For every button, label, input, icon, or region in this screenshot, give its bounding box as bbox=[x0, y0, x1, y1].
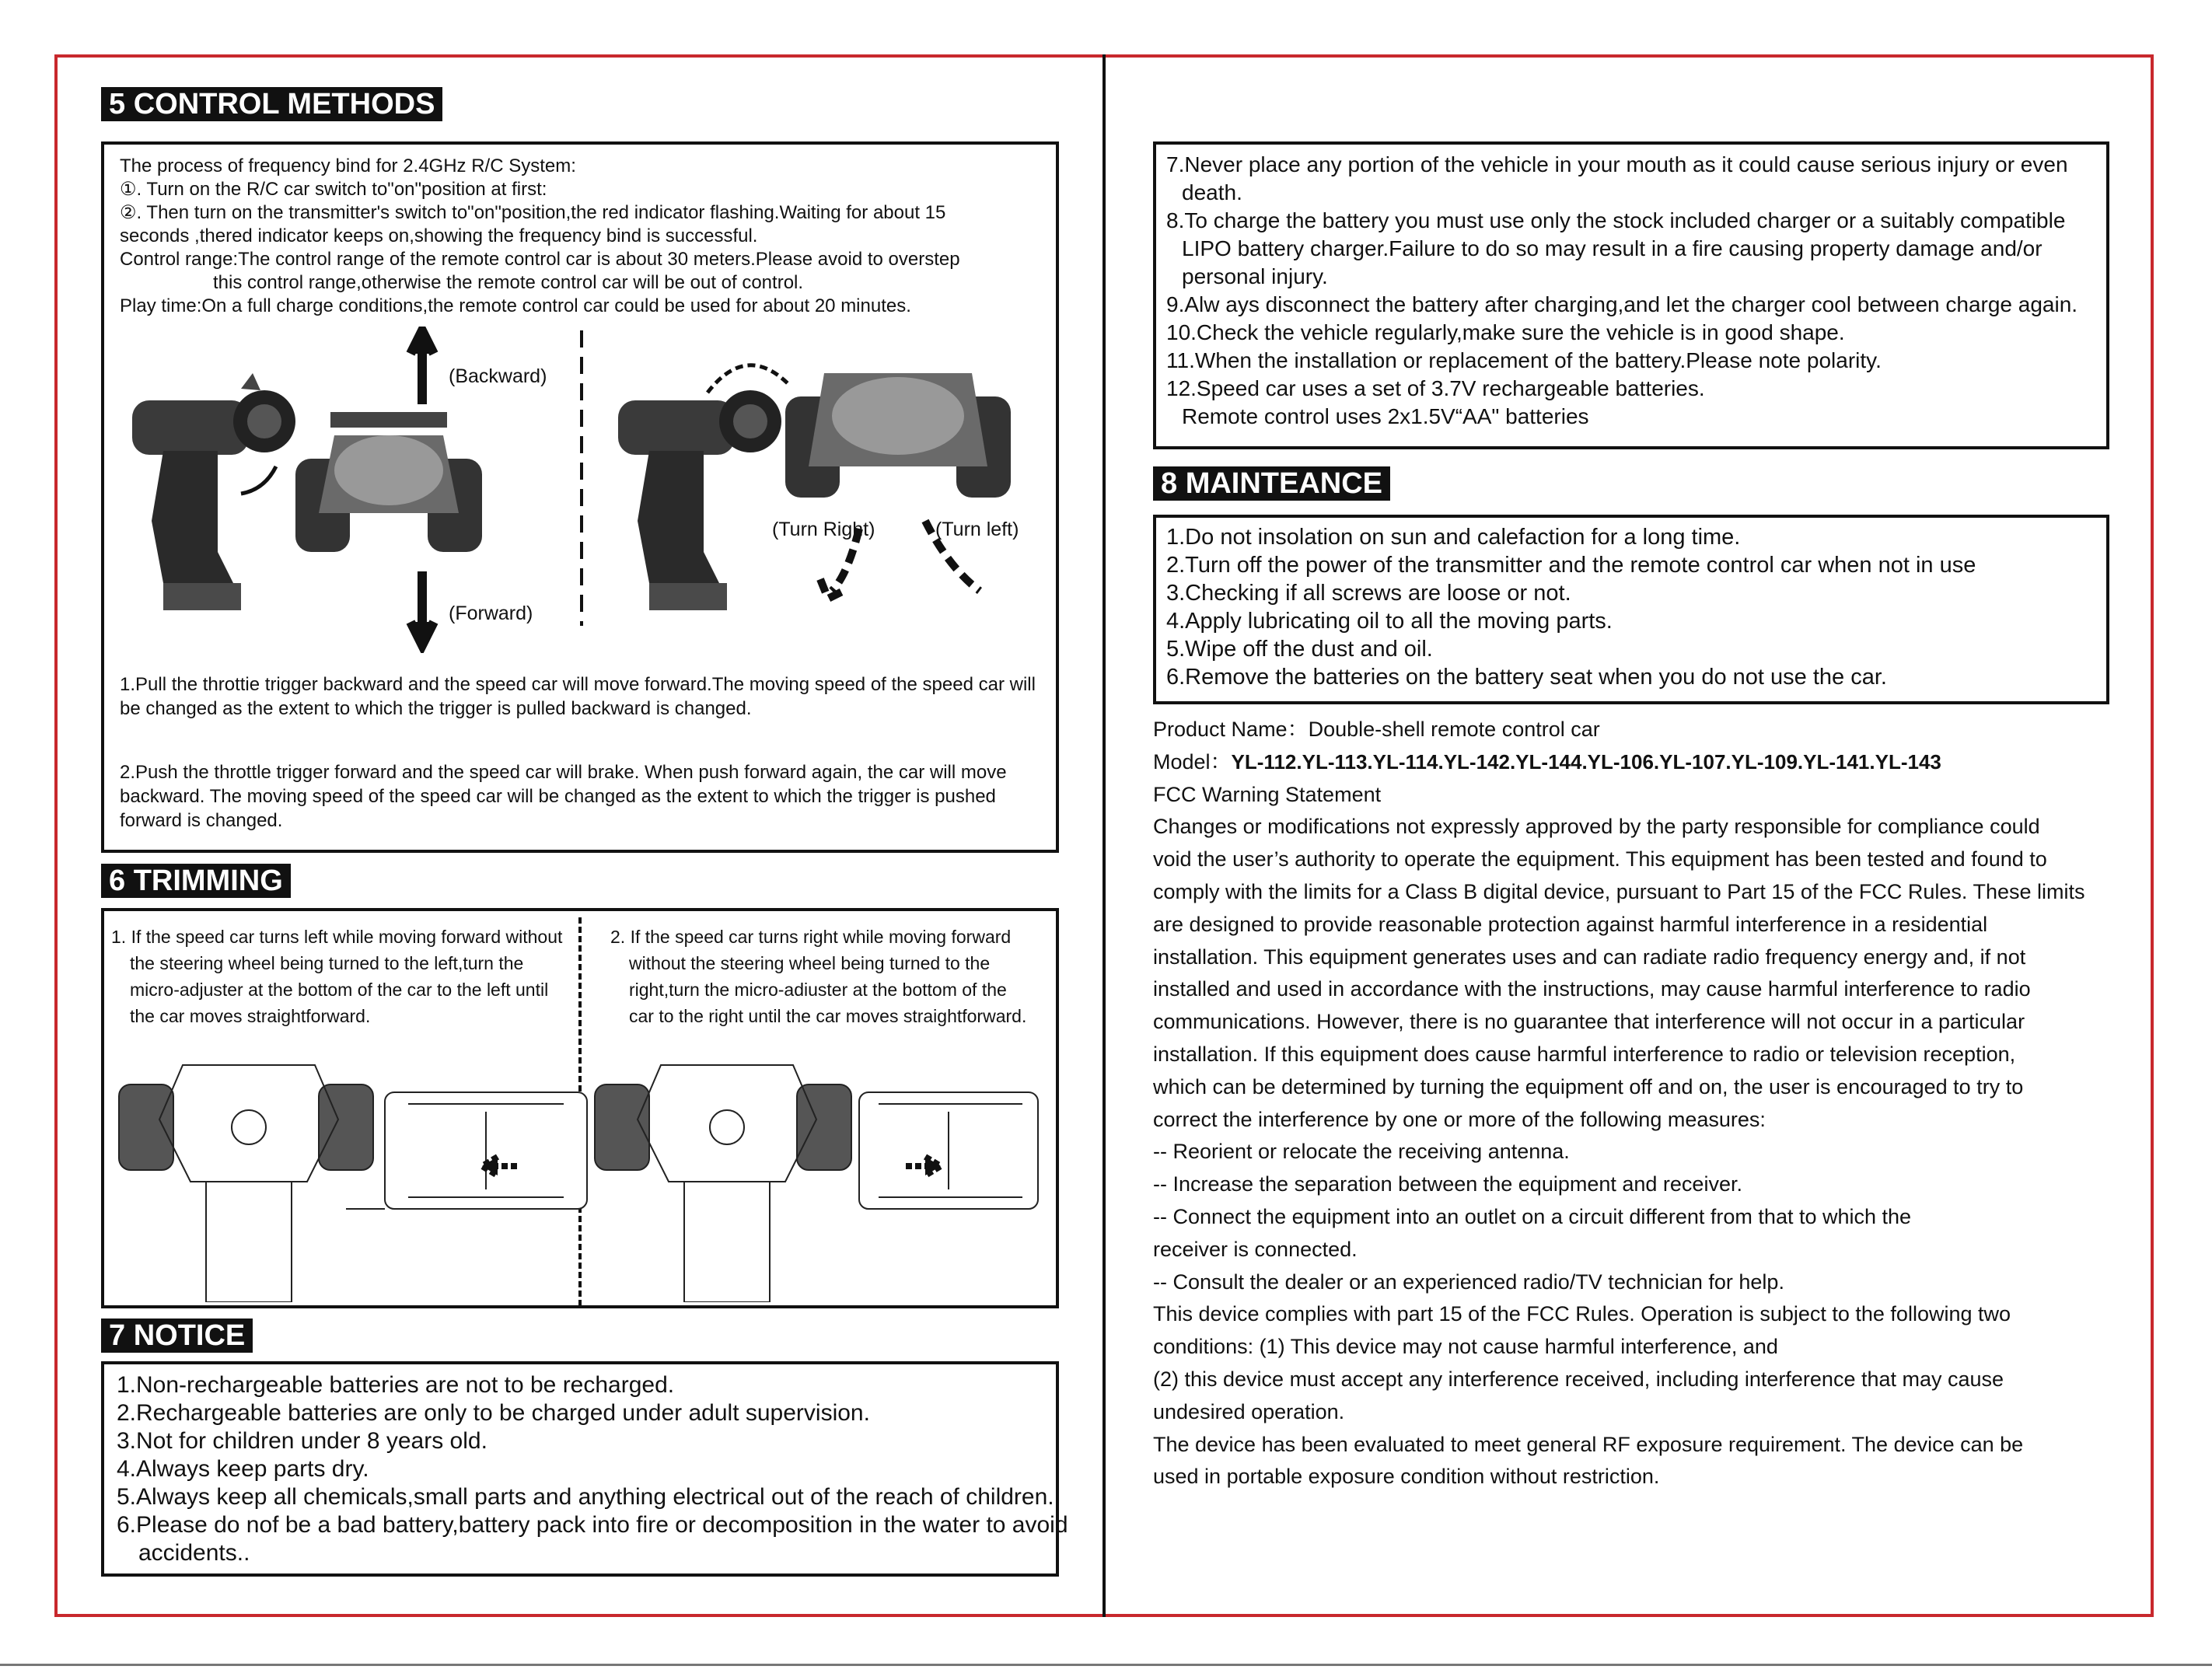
section6-heading: 6 TRIMMING bbox=[101, 864, 291, 898]
forward-label: (Forward) bbox=[449, 602, 533, 624]
fcc-line: used in portable exposure condition without restriction. bbox=[1153, 1465, 1660, 1489]
trimming-illustration bbox=[113, 1057, 1046, 1302]
trim-left-text bbox=[111, 924, 562, 1029]
notice-item: 2.Rechargeable batteries are only to be charged under adult supervision. bbox=[117, 1400, 870, 1426]
trim-right-line: without the steering wheel being turned to the bbox=[629, 953, 991, 973]
car-illustration-front bbox=[295, 412, 482, 552]
notice-item: 4.Always keep parts dry. bbox=[117, 1456, 369, 1482]
notice-item: 5.Always keep all chemicals,small parts and anything electrical out of the reach of children. bbox=[117, 1484, 1054, 1510]
fcc-line: installation. This equipment generates uses and can radiate radio frequency energy and, if not bbox=[1153, 945, 2026, 969]
fcc-line: FCC Warning Statement bbox=[1153, 782, 1382, 806]
steering-arrow bbox=[708, 365, 789, 393]
fcc-line: This device complies with part 15 of the FCC Rules. Operation is subject to the following two bbox=[1153, 1302, 2011, 1326]
fcc-line: which can be determined by turning the equipment off and on, the user is encouraged to try to bbox=[1153, 1074, 2024, 1098]
notice-item: 1.Non-rechargeable batteries are not to be recharged. bbox=[117, 1372, 675, 1398]
fcc-line: comply with the limits for a Class B digital device, pursuant to Part 15 of the FCC Rules. These limits bbox=[1153, 879, 2085, 903]
fcc-line: undesired operation. bbox=[1153, 1399, 1345, 1423]
trim-left-line: the steering wheel being turned to the left,turn the bbox=[130, 953, 524, 973]
fcc-line: installation. If this equipment does cause harmful interference to radio or television reception, bbox=[1153, 1042, 2016, 1066]
intro-line: this control range,otherwise the remote control car will be out of control. bbox=[213, 272, 804, 293]
frequency-bind-instructions bbox=[120, 155, 960, 318]
notice-item: personal injury. bbox=[1182, 264, 1328, 288]
transmitter-illustration bbox=[618, 390, 781, 610]
backward-label: (Backward) bbox=[449, 365, 547, 387]
section7-heading: 7 NOTICE bbox=[101, 1318, 253, 1353]
maintenance-item: 5.Wipe off the dust and oil. bbox=[1166, 637, 1433, 662]
fcc-line: communications. However, there is no guarantee that interference will not occur in a particular bbox=[1153, 1010, 2025, 1034]
fcc-line: conditions: (1) This device may not cause harmful interference, and bbox=[1153, 1335, 1778, 1359]
fcc-line: The device has been evaluated to meet general RF exposure requirement. The device can be bbox=[1153, 1432, 2024, 1456]
model-line bbox=[1153, 746, 2125, 779]
notice-item: 7.Never place any portion of the vehicle in your mouth as it could cause serious injury or even bbox=[1166, 152, 2068, 176]
notice-list bbox=[117, 1371, 1068, 1567]
fcc-line: installed and used in accordance with the instructions, may cause harmful interference to radio bbox=[1153, 977, 2031, 1001]
section5-heading: 5 CONTROL METHODS bbox=[101, 87, 442, 121]
intro-line: Play time:On a full charge conditions,the remote control car could be used for about 20 minutes. bbox=[120, 295, 911, 316]
trim-right-line: car to the right until the car moves straightforward. bbox=[629, 1006, 1027, 1026]
maintenance-item: 3.Checking if all screws are loose or not. bbox=[1166, 581, 1571, 606]
notice-item: 8.To charge the battery you must use only the stock included charger or a suitably compatible bbox=[1166, 208, 2066, 232]
notice-continued-list bbox=[1166, 151, 2077, 431]
fcc-line: void the user’s authority to operate the equipment. This equipment has been tested and found to bbox=[1153, 847, 2047, 871]
fcc-line: (2) this device must accept any interference received, including interference that may cause bbox=[1153, 1367, 2004, 1391]
section8-heading: 8 MAINTEANCE bbox=[1153, 466, 1390, 501]
backward-arrow bbox=[411, 330, 434, 404]
trim-left-line: micro-adjuster at the bottom of the car to the left until bbox=[130, 980, 549, 1000]
transmitter-illustration bbox=[132, 373, 295, 610]
fcc-line: -- Connect the equipment into an outlet on a circuit different from that to which the bbox=[1153, 1204, 1912, 1228]
notice-item: LIPO battery charger.Failure to do so may result in a fire causing property damage and/or bbox=[1182, 236, 2043, 260]
fold-line bbox=[1103, 54, 1106, 1617]
turn-left-label: (Turn left) bbox=[935, 519, 1019, 540]
intro-line: Control range:The control range of the remote control car is about 30 meters.Please avoid to overstep bbox=[120, 249, 960, 270]
fcc-statement bbox=[1153, 714, 2125, 1493]
trim-left-line: 1. If the speed car turns left while moving forward without bbox=[111, 927, 563, 947]
maintenance-item: 6.Remove the batteries on the battery seat when you do not use the car. bbox=[1166, 665, 1887, 690]
notice-item: 12.Speed car uses a set of 3.7V rechargeable batteries. bbox=[1166, 376, 1705, 400]
notice-item: accidents.. bbox=[138, 1540, 250, 1566]
intro-line: The process of frequency bind for 2.4GHz R/C System: bbox=[120, 155, 576, 176]
chassis-right bbox=[595, 1065, 1038, 1302]
notice-item: 6.Please do nof be a bad battery,battery pack into fire or decomposition in the water to avoid bbox=[117, 1512, 1068, 1538]
maintenance-list bbox=[1166, 523, 1976, 691]
intro-line: ①. Turn on the R/C car switch to"on"position at first: bbox=[120, 179, 547, 200]
forward-arrow bbox=[411, 571, 434, 645]
maintenance-item: 4.Apply lubricating oil to all the moving parts. bbox=[1166, 609, 1613, 634]
notice-item: 10.Check the vehicle regularly,make sure the vehicle is in good shape. bbox=[1166, 320, 1845, 344]
model-label: Model： bbox=[1153, 749, 1232, 774]
trim-right-line: 2. If the speed car turns right while moving forward bbox=[610, 927, 1012, 947]
intro-line: ②. Then turn on the transmitter's switch to"on"position,the red indicator flashing.Waiting for about 15 bbox=[120, 202, 946, 223]
chassis-left bbox=[119, 1065, 587, 1302]
throttle-forward-paragraph: 2.Push the throttle trigger forward and the speed car will brake. When push forward again, the car will move backward. The moving speed of the speed car will be changed as the extent to which the trigger is pushed forward is changed. bbox=[120, 762, 1007, 831]
fcc-line: Changes or modifications not expressly approved by the party responsible for compliance could bbox=[1153, 815, 2040, 839]
notice-item: 9.Alw ays disconnect the battery after charging,and let the charger cool between charge again. bbox=[1166, 292, 2078, 316]
fcc-line: receiver is connected. bbox=[1153, 1237, 1358, 1261]
fcc-line: -- Reorient or relocate the receiving antenna. bbox=[1153, 1140, 1570, 1164]
turn-right-label: (Turn Right) bbox=[772, 519, 875, 540]
notice-item: 3.Not for children under 8 years old. bbox=[117, 1428, 487, 1454]
fcc-line: -- Increase the separation between the equipment and receiver. bbox=[1153, 1172, 1742, 1196]
trigger-arrow bbox=[241, 466, 276, 494]
trim-right-line: right,turn the micro-adiuster at the bottom of the bbox=[629, 980, 1007, 1000]
fcc-line: correct the interference by one or more of the following measures: bbox=[1153, 1107, 1766, 1131]
trim-left-line: the car moves straightforward. bbox=[130, 1006, 371, 1026]
notice-item: 11.When the installation or replacement of the battery.Please note polarity. bbox=[1166, 348, 1882, 372]
control-illustration bbox=[117, 327, 1050, 653]
notice-item: death. bbox=[1182, 180, 1242, 204]
maintenance-item: 1.Do not insolation on sun and calefaction for a long time. bbox=[1166, 525, 1741, 550]
fcc-line: -- Consult the dealer or an experienced radio/TV technician for help. bbox=[1153, 1270, 1784, 1294]
trim-right-text bbox=[610, 924, 1026, 1029]
notice-item: Remote control uses 2x1.5V“AA" batteries bbox=[1182, 404, 1589, 428]
fcc-line: are designed to provide reasonable protection against harmful interference in a residential bbox=[1153, 912, 1988, 936]
car-illustration-front bbox=[785, 373, 1011, 498]
intro-line: seconds ,thered indicator keeps on,showing the frequency bind is successful. bbox=[120, 225, 758, 246]
model-value: YL-112.YL-113.YL-114.YL-142.YL-144.YL-106.YL-107.YL-109.YL-141.YL-143 bbox=[1231, 749, 1941, 774]
product-name: Product Name：Double-shell remote control car bbox=[1153, 718, 1600, 741]
maintenance-item: 2.Turn off the power of the transmitter and the remote control car when not in use bbox=[1166, 553, 1976, 578]
throttle-backward-paragraph: 1.Pull the throttie trigger backward and the speed car will move forward.The moving speed of the speed car will be changed as the extent to which the trigger is pulled backward is changed. bbox=[120, 674, 1036, 719]
bottom-edge-line bbox=[0, 1664, 2212, 1666]
